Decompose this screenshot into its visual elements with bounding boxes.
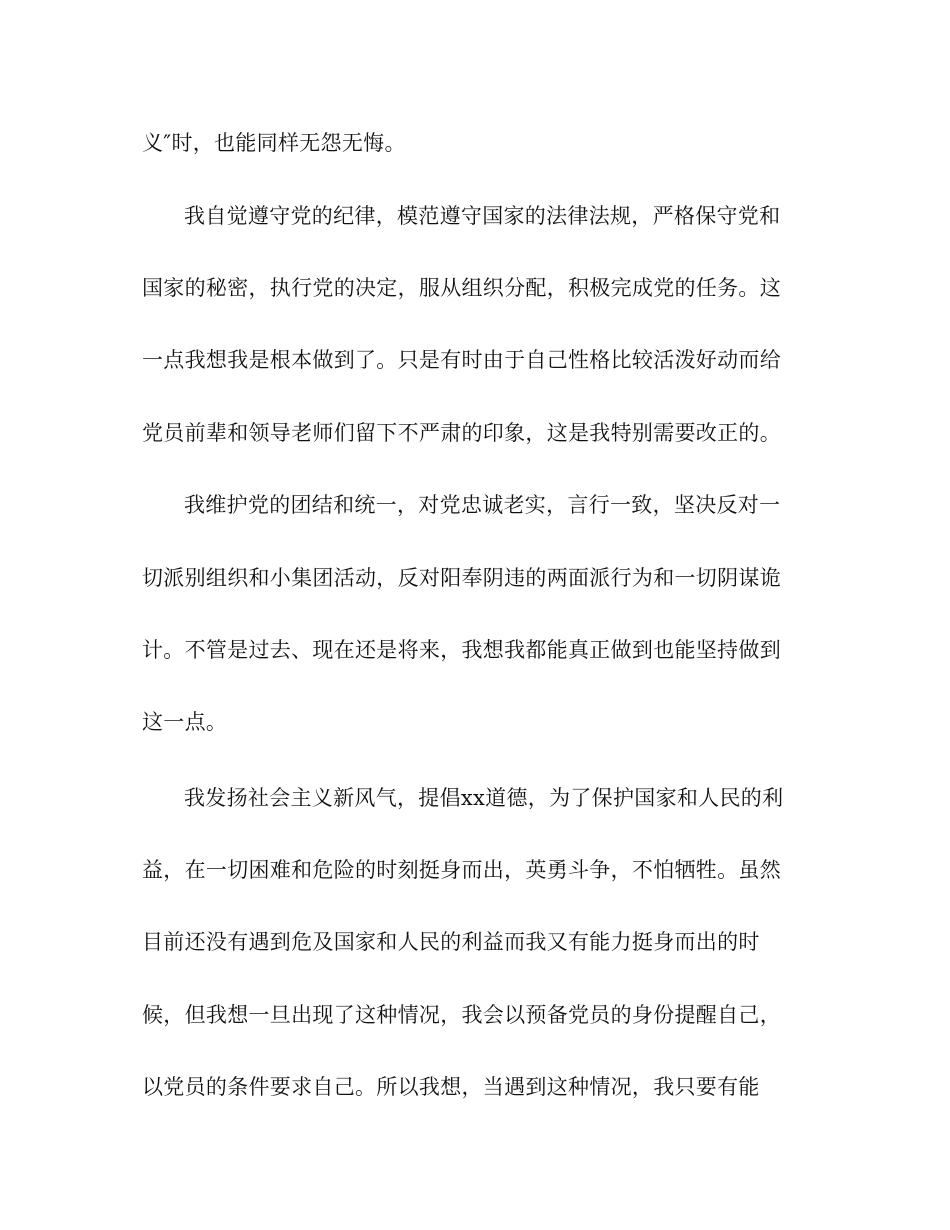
text-line-4: 一点我想我是根本做到了。只是有时由于自己性格比较活泼好动而给: [142, 348, 781, 372]
paragraph-2-start: 我维护党的团结和统一，对党忠诚老实，言行一致，坚决反对一: [184, 493, 781, 517]
text-line-11: 益，在一切困难和危险的时刻挺身而出，英勇斗争，不怕牺牲。虽然: [142, 858, 781, 882]
text-line-12: 目前还没有遇到危及国家和人民的利益而我又有能力挺身而出的时: [142, 930, 760, 954]
text-line-14: 以党员的条件要求自己。所以我想，当遇到这种情况，我只要有能: [142, 1075, 760, 1099]
paragraph-1-start: 我自觉遵守党的纪律，模范遵守国家的法律法规，严格保守党和: [184, 204, 781, 228]
text-line-8: 计。不管是过去、现在还是将来，我想我都能真正做到也能坚持做到: [142, 638, 781, 662]
text-line-7: 切派别组织和小集团活动，反对阳奉阴违的两面派行为和一切阴谋诡: [142, 566, 781, 590]
text-line-1: 义″时，也能同样无怨无悔。: [142, 131, 406, 155]
text-line-5: 党员前辈和领导老师们留下不严肃的印象，这是我特别需要改正的。: [142, 421, 781, 445]
text-line-13: 候，但我想一旦出现了这种情况，我会以预备党员的身份提醒自己，: [142, 1003, 781, 1027]
text-line-3: 国家的秘密，执行党的决定，服从组织分配，积极完成党的任务。这: [142, 276, 781, 300]
text-line-9: 这一点。: [142, 710, 228, 734]
paragraph-3-start: 我发扬社会主义新风气，提倡xx道德，为了保护国家和人民的利: [184, 786, 784, 810]
